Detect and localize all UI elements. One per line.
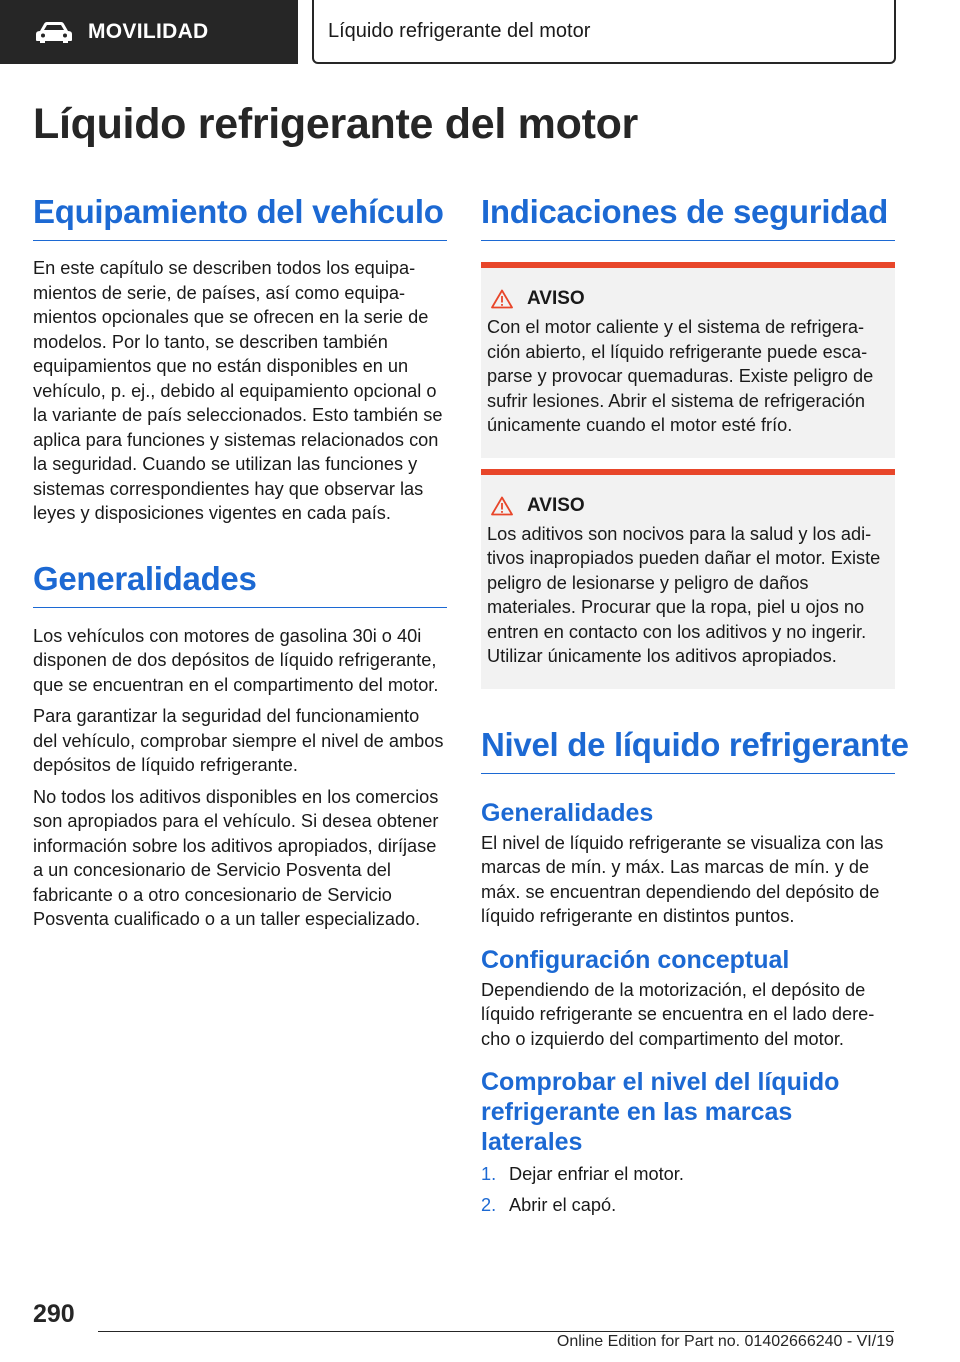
car-icon (34, 20, 74, 44)
paragraph-configuracion: Dependiendo de la motorización, el depósito de líquido refrigerante se encuentra en el lado derecho o izquierdo del compartimento del motor. (481, 979, 875, 1049)
footer-divider (98, 1331, 894, 1332)
heading-generalidades: Generalidades (33, 557, 447, 608)
page-number: 290 (33, 1300, 75, 1328)
warning-text: Los aditivos son nocivos para la salud y los aditivos inapropiados pueden dañar el motor. Existe peligro de lesionarse y peligro de daños materiales. Procurar que la ropa, piel u ojos no entren en contacto con los aditivos y no ingerir. Utilizar únicamente los aditivos apropiados. (487, 523, 881, 666)
step-text: Dejar enfriar el motor. (509, 1164, 684, 1184)
warning-box (481, 469, 895, 689)
warning-triangle-icon (491, 289, 513, 309)
warning-title: AVISO (527, 494, 585, 516)
subheading-comprobar: Comprobar el nivel del líquido refrigerante en las marcas laterales (481, 1068, 840, 1156)
warning-title: AVISO (527, 288, 585, 309)
left-column (33, 190, 447, 932)
subheading-generalidades: Generalidades (481, 798, 654, 827)
list-item (481, 1193, 895, 1218)
heading-nivel: Nivel de líquido refrigerante (481, 723, 895, 774)
right-column (481, 190, 909, 1223)
heading-seguridad: Indicaciones de seguridad (481, 190, 895, 241)
chapter-label: Líquido refrigerante del motor (328, 19, 591, 42)
heading-equipamiento: Equipamiento del vehículo (33, 190, 447, 241)
paragraph-generalidades-1: Los vehículos con motores de gasolina 30i o 40i disponen de dos depósitos de líquido refrigerante, que se encuentran en el compartimento del motor. (33, 625, 439, 695)
paragraph-generalidades-2: Para garantizar la seguridad del funcionamiento del vehículo, comprobar siempre el nivel de ambos depósitos de líquido refrigerante. (33, 706, 444, 775)
steps-list (481, 1162, 895, 1217)
warning-box (481, 262, 895, 458)
section-label: MOVILIDAD (88, 20, 209, 43)
warning-text: Con el motor caliente y el sistema de refrigeración abierto, el líquido refrigerante puede escaparse y provocar quemaduras. Existe peligro de sufrir lesiones. Abrir el sistema de refrigeración únicamente cuando el motor esté frío. (487, 317, 874, 435)
paragraph-equipamiento: En este capítulo se describen todos los equipamientos de serie, de países, así como equipamientos opcionales que se ofrecen en la serie de modelos. Por lo tanto, se describen también equipamientos que no están disponibles en un vehículo, p. ej., debido al equipamiento opcional o la variante de país seleccionados. Esto también se aplica para funciones y sistemas relacionados con la seguridad. Cuando se utilizan las funciones y sistemas correspondientes hay que observar las leyes y disposiciones vigentes en cada país. (33, 258, 443, 523)
subheading-configuracion: Configuración conceptual (481, 945, 790, 974)
step-number: 2. (481, 1194, 497, 1215)
section-tab (0, 0, 298, 64)
step-text: Abrir el capó. (509, 1194, 617, 1215)
page-title: Líquido refrigerante del motor (33, 100, 638, 148)
list-item (481, 1162, 895, 1187)
paragraph-nivel-generalidades: El nivel de líquido refrigerante se visualiza con las marcas de mín. y máx. Las marcas de mín. y de máx. se encuentran dependiendo del depósito de líquido refrigerante en distintos puntos. (481, 832, 884, 926)
paragraph-generalidades-3: No todos los aditivos disponibles en los comercios son apropiados para el vehículo. Si desea obtener información sobre los aditivos apropiados, diríjase a un concesionario de Servicio Posventa del fabricante o a otro concesionario de Servicio Posventa cualificado o a un taller especializado. (33, 786, 439, 929)
warning-triangle-icon (491, 496, 513, 516)
chapter-tab (312, 0, 896, 64)
footer-edition: Online Edition for Part no. 01402666240 - VI/19 (556, 1333, 894, 1350)
step-number: 1. (481, 1164, 497, 1184)
